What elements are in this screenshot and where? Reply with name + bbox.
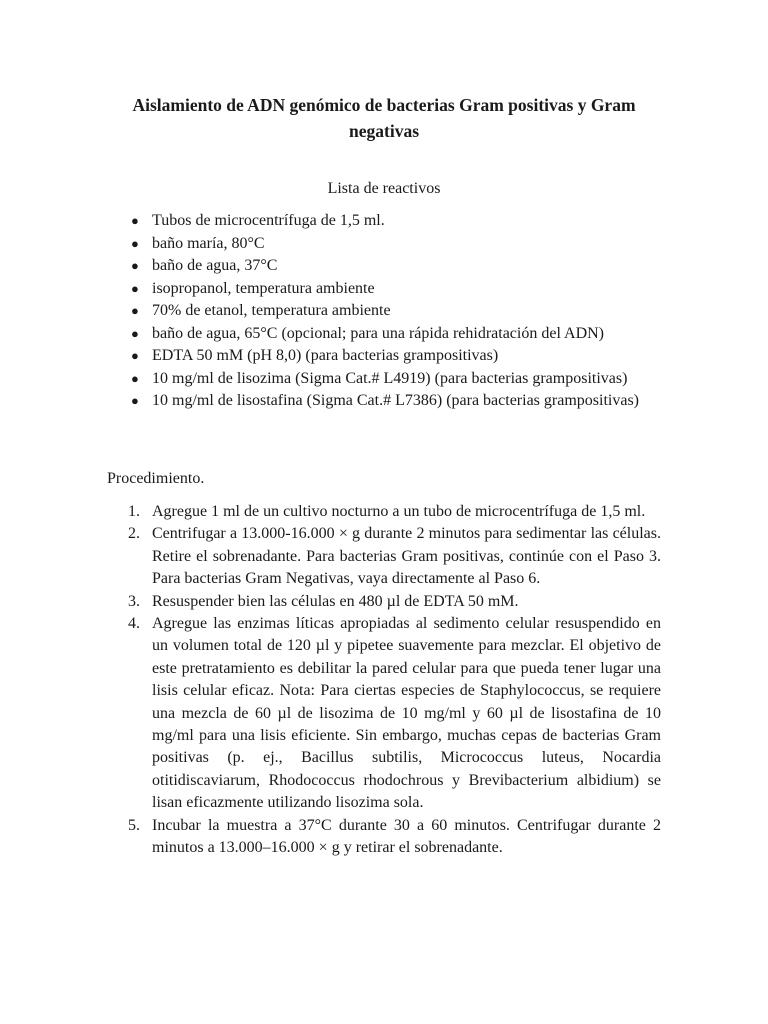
bullet-icon: ● <box>131 280 139 296</box>
bullet-icon: ● <box>131 258 139 273</box>
step-number: 2. <box>128 525 140 543</box>
list-item: ● 70% de etanol, temperatura ambiente <box>107 300 661 323</box>
bullet-icon: ● <box>131 235 139 251</box>
step-text: Agregue 1 ml de un cultivo nocturno a un tubo de microcentrífuga de 1,5 ml. <box>152 503 646 520</box>
list-item: ● EDTA 50 mM (pH 8,0) (para bacterias grampositivas) <box>107 345 661 368</box>
list-item <box>107 591 661 613</box>
bullet-icon: ● <box>131 325 139 341</box>
bullet-icon: ● <box>131 370 139 386</box>
list-item <box>107 523 661 590</box>
step-number: 5. <box>128 816 140 834</box>
step-number: 4. <box>128 615 140 633</box>
bullet-icon: ● <box>131 348 139 363</box>
reagents-heading: Lista de reactivos <box>327 180 441 197</box>
step-text: Resuspender bien las células en 480 µl de EDTA 50 mM. <box>152 592 519 610</box>
procedure-steps <box>107 501 661 860</box>
list-item: ● 10 mg/ml de lisozima (Sigma Cat.# L4919) (para bacterias grampositivas) <box>107 368 661 391</box>
list-item: ● isopropanol, temperatura ambiente <box>107 278 661 301</box>
step-number: 3. <box>128 592 140 610</box>
list-item: ● Tubos de microcentrífuga de 1,5 ml. <box>107 210 661 233</box>
bullet-icon: ● <box>131 303 139 318</box>
list-item <box>107 613 661 815</box>
procedure-heading: Procedimiento. <box>107 470 205 487</box>
bullet-icon: ● <box>131 393 139 408</box>
list-item: ● baño maría, 80°C <box>107 233 661 256</box>
bullet-icon: ● <box>131 213 139 228</box>
step-text: Incubar la muestra a 37°C durante 30 a 60 minutos. Centrifugar durante 2 minutos a 13.000–16.000 × g y retirar el sobrenadante. <box>152 816 661 857</box>
step-number: 1. <box>128 503 140 520</box>
step-text: Centrifugar a 13.000-16.000 × g durante 2 minutos para sedimentar las células. Retire el sobrenadante. Para bacterias Gram positivas, continúe con el Paso 3. Para bacterias Gram Negativas, vaya directamente al Paso 6. <box>152 525 661 588</box>
list-item: ● baño de agua, 65°C (opcional; para una rápida rehidratación del ADN) <box>107 323 661 346</box>
list-item <box>107 815 661 860</box>
list-item: ● 10 mg/ml de lisostafina (Sigma Cat.# L7386) (para bacterias grampositivas) <box>107 390 661 413</box>
reagents-list <box>107 210 661 413</box>
step-text: Agregue las enzimas líticas apropiadas al sedimento celular resuspendido en un volumen total de 120 µl y pipetee suavemente para mezclar. El objetivo de este pretratamiento es debilitar la pared celular para que pueda tener lugar una lisis celular eficaz. Nota: Para ciertas especies de Staphylococcus, se requiere una mezcla de 60 µl de lisozima de 10 mg/ml y 60 µl de lisostafina de 10 mg/ml para una lisis eficiente. Sin embargo, muchas cepas de bacterias Gram positivas (p. ej., Bacillus subtilis, Micrococcus luteus, Nocardia otitidiscaviarum, Rhodococcus rhodochrous y Brevibacterium albidium) se lisan eficazmente utilizando lisozima sola. <box>152 615 661 812</box>
list-item: ● baño de agua, 37°C <box>107 255 661 278</box>
list-item <box>107 501 661 523</box>
document-title: Aislamiento de ADN genómico de bacterias Gram positivas y Gram negativas <box>132 95 636 141</box>
